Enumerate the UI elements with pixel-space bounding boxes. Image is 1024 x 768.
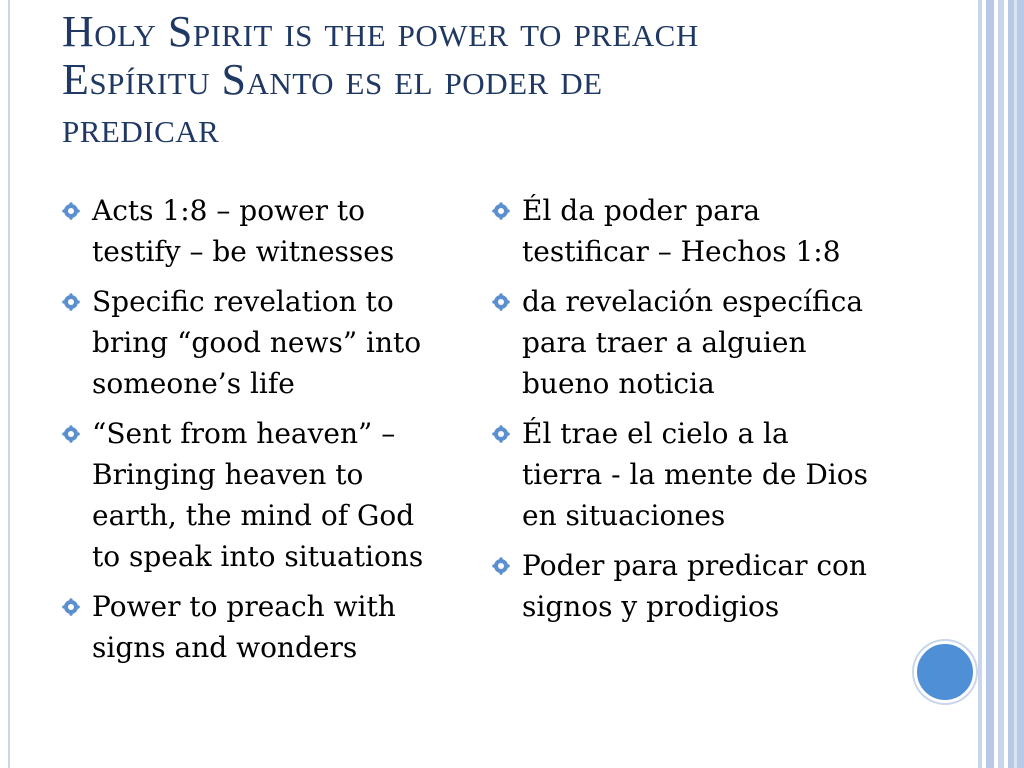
right-stripe-3 <box>998 0 1004 768</box>
gear-bullet-icon <box>492 293 510 311</box>
bullet-text: Power to preach with signs and wonders <box>92 590 396 664</box>
bullet-text: da revelación específica para traer a alguien bueno noticia <box>522 285 864 400</box>
gear-bullet-icon <box>62 598 80 616</box>
right-stripe-5 <box>1014 0 1017 768</box>
gear-bullet-icon <box>492 202 510 220</box>
list-item <box>492 413 872 536</box>
right-column <box>492 190 872 636</box>
gear-bullet-icon <box>62 425 80 443</box>
list-item <box>492 281 872 404</box>
title-line-1: Holy Spirit is the power to preach <box>62 7 699 56</box>
bullet-text: Acts 1:8 – power to testify – be witnesses <box>92 194 395 268</box>
left-border-line <box>8 0 10 768</box>
right-stripe-2 <box>986 0 994 768</box>
bullet-text: Él da poder para testificar – Hechos 1:8 <box>522 194 841 268</box>
list-item <box>492 190 872 272</box>
bullet-text: Poder para predicar con signos y prodigios <box>522 549 867 623</box>
right-stripe-1 <box>978 0 982 768</box>
bullet-text: Specific revelation to bring “good news” into someone’s life <box>92 285 422 400</box>
slide-title <box>62 8 962 152</box>
gear-bullet-icon <box>492 557 510 575</box>
list-item <box>62 413 442 577</box>
title-line-2: Espíritu Santo es el poder de <box>62 55 603 104</box>
right-bullet-list <box>492 190 872 627</box>
left-column <box>62 190 442 677</box>
list-item <box>62 586 442 668</box>
list-item <box>492 545 872 627</box>
left-bullet-list <box>62 190 442 668</box>
list-item <box>62 281 442 404</box>
list-item <box>62 190 442 272</box>
gear-bullet-icon <box>62 293 80 311</box>
title-line-3: predicar <box>62 103 220 152</box>
decorative-circle-icon <box>914 641 976 703</box>
gear-bullet-icon <box>492 425 510 443</box>
gear-bullet-icon <box>62 202 80 220</box>
bullet-text: Él trae el cielo a la tierra - la mente de Dios en situaciones <box>522 417 868 532</box>
bullet-text: “Sent from heaven” – Bringing heaven to earth, the mind of God to speak into situations <box>92 417 424 573</box>
